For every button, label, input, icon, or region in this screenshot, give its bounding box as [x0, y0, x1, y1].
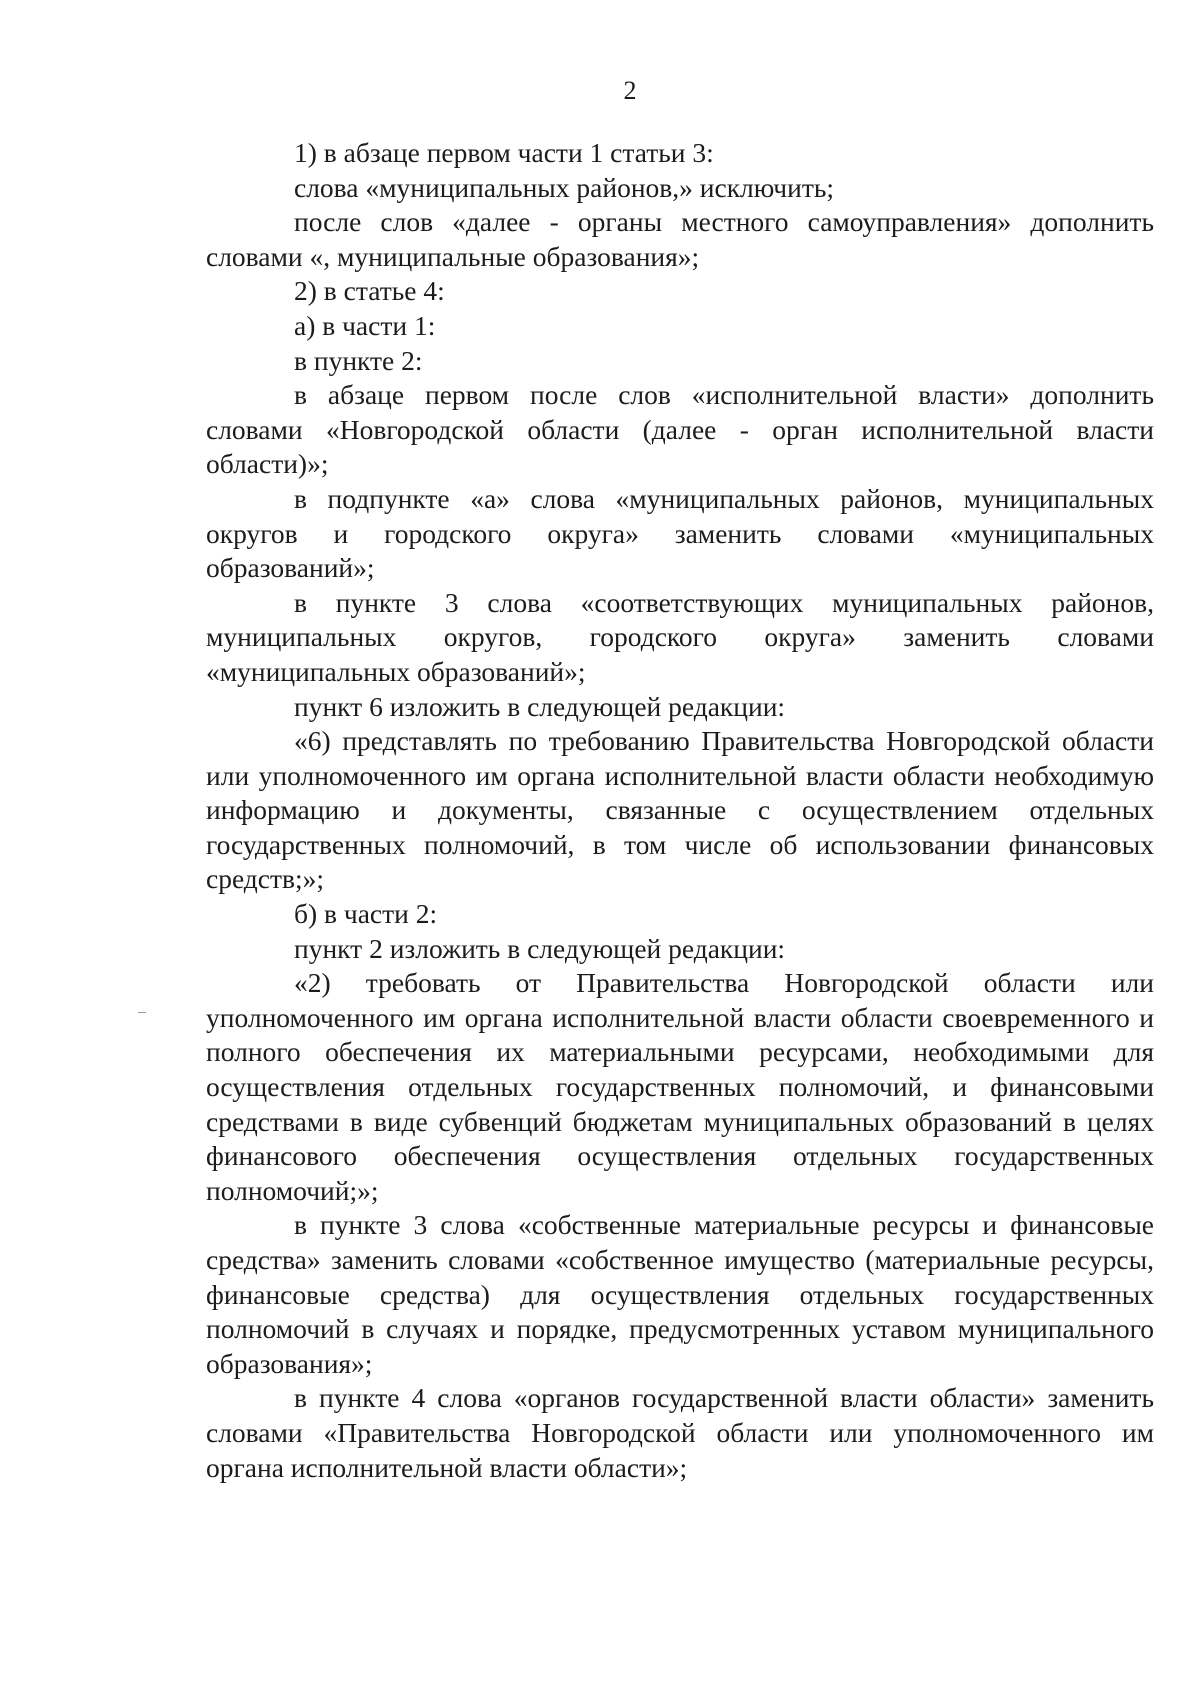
paragraph-6: в пункте 2: — [294, 344, 423, 376]
paragraph-15: в пункте 3 слова «собственные материальные ресурсы и финансовые средства» заменить словами «собственное имущество (материальные ресурсы, финансовые средства) для осуществления отдельных государственных полномочий в случаях и порядке, предусмотренных уставом муниципального образования»; — [206, 1209, 1154, 1379]
paragraph-3: после слов «далее - органы местного самоуправления» дополнить словами «, муниципальные образования»; — [206, 206, 1154, 272]
paragraph-2: слова «муниципальных районов,» исключить; — [294, 171, 835, 203]
paragraph-8: в подпункте «а» слова «муниципальных районов, муниципальных округов и городского округа» заменить словами «муниципальных образований»; — [206, 482, 1154, 584]
paragraph-16: в пункте 4 слова «органов государственной власти области» заменить словами «Правительства Новгородской области или уполномоченного им органа исполнительной власти области»; — [206, 1382, 1154, 1483]
paragraph-7: в абзаце первом после слов «исполнительной власти» дополнить словами «Новгородской области (далее - орган исполнительной власти области)»; — [206, 379, 1154, 480]
paragraph-12: б) в части 2: — [294, 898, 438, 930]
paragraph-14: «2) требовать от Правительства Новгородской области или уполномоченного им органа исполнительной власти области своевременного и полного обеспечения их материальными ресурсами, необходимыми для осуществления отдельных государственных полномочий, и финансовыми средствами в виде субвенций бюджетам муниципальных образований в целях финансового обеспечения осуществления отдельных государственных полномочий;»; — [206, 967, 1154, 1206]
scan-artifact — [138, 1012, 146, 1013]
paragraph-10: пункт 6 изложить в следующей редакции: — [294, 690, 786, 722]
paragraph-13: пункт 2 изложить в следующей редакции: — [294, 932, 786, 964]
paragraph-9: в пункте 3 слова «соответствующих муниципальных районов, муниципальных округов, городского округа» заменить словами «муниципальных образований»; — [206, 586, 1154, 687]
paragraph-5: а) в части 1: — [294, 309, 436, 341]
page-number: 2 — [623, 76, 637, 105]
paragraph-4: 2) в статье 4: — [294, 275, 445, 307]
document-body — [206, 136, 1154, 1485]
paragraph-1: 1) в абзаце первом части 1 статьи 3: — [294, 137, 714, 168]
paragraph-11: «6) представлять по требованию Правительства Новгородской области или уполномоченного им органа исполнительной власти области необходимую информацию и документы, связанные с осуществлением отдельных государственных полномочий, в том числе об использовании финансовых средств;»; — [206, 725, 1154, 895]
